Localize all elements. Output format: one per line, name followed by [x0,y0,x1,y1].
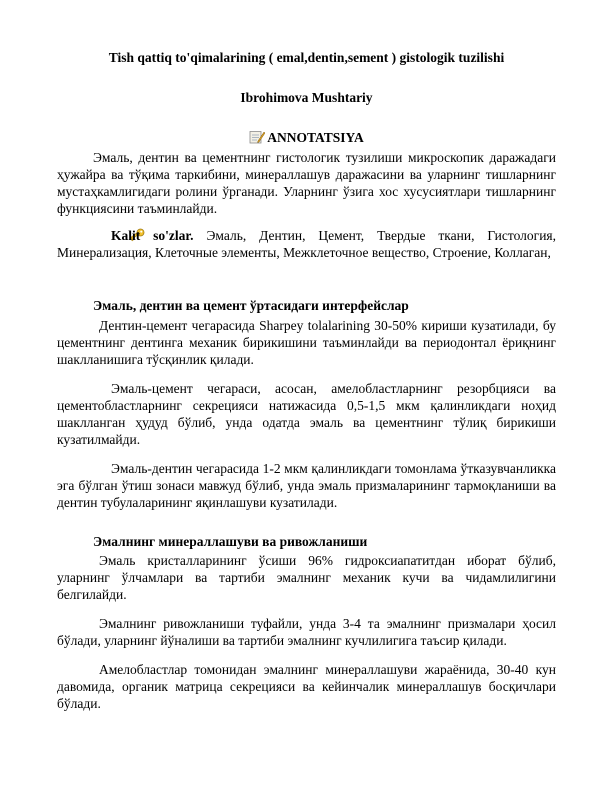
memo-icon [249,130,265,144]
paragraph-crystal-growth: Эмаль кристалларининг ўсиши 96% гидроксиапатитдан иборат бўлиб, уларнинг ўлчамлари ва тартиби эмалнинг механик кучи ва чидамлилигини белгилайди. [57,553,556,602]
paragraph-dentin-cement: Дентин-цемент чегарасида Sharpey tolalarining 30-50% кириши кузатилади, бу цементнинг дентинга механик бирикишини таъминлайди ва периодонтал ёриқнинг шаклланишига тўсқинлик қилади. [57,318,556,367]
keywords-label: Kalit so'zlar. [111,228,194,243]
author-name: Ibrohimova Mushtariy [240,90,373,105]
section-heading-mineralization: Эмалнинг минераллашуви ва ривожланиши [93,534,368,549]
paragraph-ameloblast-mineralization: Амелобластлар томонидан эмалнинг минераллашуви жараёнида, 30-40 кун давомида, органик матрица секрецияси ва кейинчалик минераллашув босқичлари бўлади. [57,662,556,711]
key-icon [93,228,109,242]
annotation-paragraph: Эмаль, дентин ва цементнинг гистологик тузилиши микроскопик даражадаги ҳужайра ва тўқима таркибини, минераллашув даражасини ва уларнинг тишларнинг мустаҳкамлигидаги ролини ўрганади. Уларнинг ўзига хос хусусиятлари тишларнинг функциясини таъминлайди. [57,150,556,216]
paragraph-enamel-dentin: Эмаль-дентин чегарасида 1-2 мкм қалинликдаги томонлама ўтказувчанликка эга бўлган ўтиш зонаси мавжуд бўлиб, унда эмаль призмаларининг тармоқланиши ва дентин тубулаларининг яқинлашуви кузатилади. [57,461,556,510]
annotation-heading-text: ANNOTATSIYA [267,130,364,145]
section-heading-interfaces: Эмаль, дентин ва цемент ўртасидаги интерфейслар [93,298,409,313]
paragraph-enamel-cement: Эмаль-цемент чегараси, асосан, амелобластларнинг резорбцияси ва цементобластларнинг секрецияси натижасида 0,5-1,5 мкм қалинликдаги ноҳид шаклланган ҳудуд бўлиб, унда одатда эмаль ва цементнинг тўлиқ бирикиши кузатилмайди. [57,381,556,447]
annotation-heading [57,130,556,146]
keywords-text: Эмаль, Дентин, Цемент, Твердые ткани, Гистология, Минерализация, Клеточные элементы, Межклеточное вещество, Строение, Коллаган, [57,228,557,260]
paragraph-enamel-development: Эмалнинг ривожланиши туфайли, унда 3-4 та эмалнинг призмалари ҳосил бўлади, уларнинг йўналиши ва тартиби эмалнинг кучлилигига таъсир қилади. [57,616,556,648]
keywords-paragraph [57,227,556,261]
document-title: Tish qattiq to'qimalarining ( emal,dentin,sement ) gistologik tuzilishi [108,50,505,65]
